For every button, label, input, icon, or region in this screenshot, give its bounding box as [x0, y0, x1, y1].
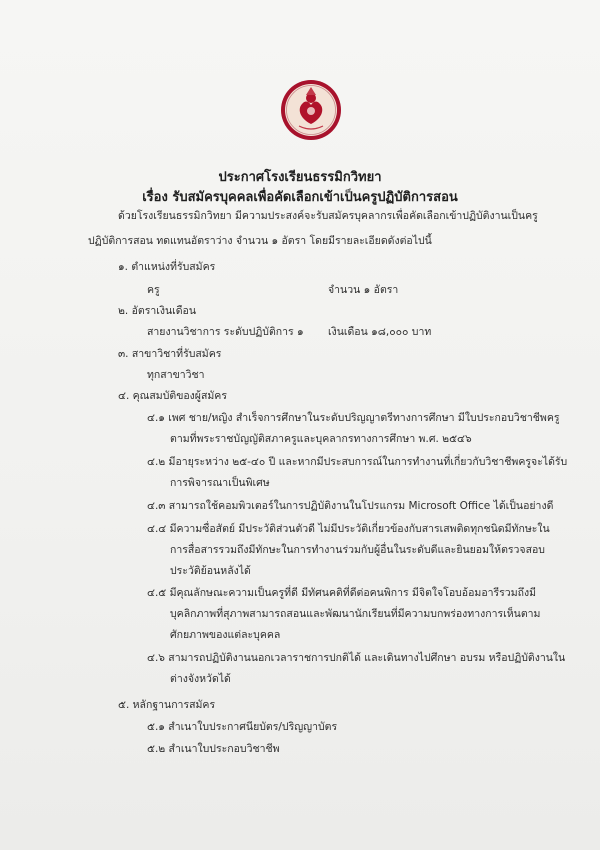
qualification-item: ๔.๒ มีอายุระหว่าง ๒๕-๔๐ ปี และหากมีประสบการณ์ในการทำงานที่เกี่ยวกับวิชาชีพครูจะได้รับ — [147, 456, 568, 468]
section-heading: ๒. อัตราเงินเดือน — [118, 305, 197, 317]
qualification-item-continued: ต่างจังหวัดได้ — [170, 673, 231, 685]
qualification-item-continued: การสื่อสารรวมถึงมีทักษะในการทำงานร่วมกับผู้อื่นในระดับดีและยินยอมให้ตรวจสอบ — [170, 544, 545, 556]
announcement-subject: เรื่อง รับสมัครบุคคลเพื่อคัดเลือกเข้าเป็นครูปฏิบัติการสอน — [142, 190, 458, 205]
qualification-item-continued: ตามที่พระราชบัญญัติสภาครูและบุคลากรทางการศึกษา พ.ศ. ๒๕๔๖ — [170, 433, 472, 445]
qualification-item: ๔.๑ เพศ ชาย/หญิง สำเร็จการศึกษาในระดับปริญญาตรีทางการศึกษา มีใบประกอบวิชาชีพครู — [147, 412, 560, 424]
qualification-item: ๔.๖ สามารถปฏิบัติงานนอกเวลาราชการปกติได้ และเดินทางไปศึกษา อบรม หรือปฏิบัติงานใน — [147, 652, 566, 664]
announcement-title: ประกาศโรงเรียนธรรมิกวิทยา — [218, 170, 382, 185]
position-text: ครู — [147, 284, 160, 296]
intro-line: ปฏิบัติการสอน ทดแทนอัตราว่าง จำนวน ๑ อัตรา โดยมีรายละเอียดดังต่อไปนี้ — [88, 235, 432, 247]
section-heading: ๓. สาขาวิชาที่รับสมัคร — [118, 348, 222, 360]
section-heading: ๔. คุณสมบัติของผู้สมัคร — [118, 390, 227, 402]
position-count: จำนวน ๑ อัตรา — [328, 284, 399, 296]
evidence-item: ๕.๒ สำเนาใบประกอบวิชาชีพ — [147, 743, 280, 755]
section-heading: ๕. หลักฐานการสมัคร — [118, 699, 216, 711]
subject-text: ทุกสาขาวิชา — [147, 369, 205, 381]
salary-level: สายงานวิชาการ ระดับปฏิบัติการ ๑ — [147, 326, 304, 338]
qualification-item-continued: ประวัติย้อนหลังได้ — [170, 565, 251, 577]
qualification-item-continued: การพิจารณาเป็นพิเศษ — [170, 477, 270, 489]
section-heading: ๑. ตำแหน่งที่รับสมัคร — [118, 261, 216, 273]
salary-amount: เงินเดือน ๑๘,๐๐๐ บาท — [328, 326, 432, 338]
evidence-item: ๕.๑ สำเนาใบประกาศนียบัตร/ปริญญาบัตร — [147, 721, 338, 733]
qualification-item: ๔.๔ มีความซื่อสัตย์ มีประวัติส่วนตัวดี ไม่มีประวัติเกี่ยวข้องกับสารเสพติดทุกชนิดมีทักษะใน — [147, 523, 550, 535]
intro-line: ด้วยโรงเรียนธรรมิกวิทยา มีความประสงค์จะรับสมัครบุคลากรเพื่อคัดเลือกเข้าปฏิบัติงานเป็นครู — [118, 210, 538, 222]
school-seal-logo — [279, 78, 343, 142]
qualification-item-continued: ศักยภาพของแต่ละบุคคล — [170, 629, 281, 641]
qualification-item-continued: บุคลิกภาพที่สุภาพสามารถสอนและพัฒนานักเรียนที่มีความบกพร่องทางการเห็นตาม — [170, 608, 541, 620]
qualification-item: ๔.๓ สามารถใช้คอมพิวเตอร์ในการปฏิบัติงานในโปรแกรม Microsoft Office ได้เป็นอย่างดี — [147, 500, 554, 512]
qualification-item: ๔.๕ มีคุณลักษณะความเป็นครูที่ดี มีทัศนคติที่ดีต่อคนพิการ มีจิตใจโอบอ้อมอารีรวมถึงมี — [147, 587, 537, 599]
